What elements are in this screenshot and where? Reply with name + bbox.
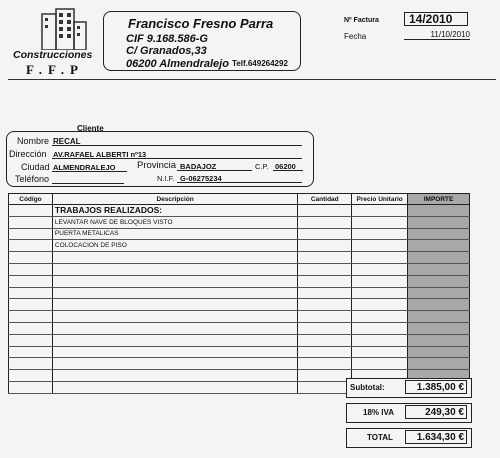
client-address: AV.RAFAEL ALBERTI nº13 [53,150,147,159]
invoice-items-table [8,193,470,394]
quantity-cell [298,228,352,240]
invoice-date: 11/10/2010 [404,30,470,40]
total-row [346,428,472,448]
unit-price-cell [352,322,408,334]
quantity-cell [298,322,352,334]
client-city-label: Ciudad [21,162,50,172]
description-cell: LEVANTAR NAVE DE BLOQUES VISTO [52,216,297,228]
table-row [9,299,470,311]
amount-cell [408,311,470,323]
client-nif: G-06275234 [180,174,222,183]
table-row [9,358,470,370]
quantity-cell [298,358,352,370]
code-cell [9,287,53,299]
quantity-cell [298,346,352,358]
header-quantity: Cantidad [298,194,352,205]
code-cell [9,275,53,287]
amount-cell [408,275,470,287]
company-city: 06200 Almendralejo [126,58,229,70]
unit-price-cell [352,346,408,358]
description-cell: COLOCACION DE PISO [52,240,297,252]
table-row [9,346,470,358]
unit-price-cell [352,252,408,264]
unit-price-cell [352,275,408,287]
description-cell [52,287,297,299]
description-cell [52,263,297,275]
table-row [9,240,470,252]
description-cell [52,370,297,382]
code-cell [9,252,53,264]
company-phone: Telf.649264292 [232,59,288,68]
amount-cell [408,334,470,346]
code-cell [9,334,53,346]
description-cell [52,252,297,264]
description-cell: TRABAJOS REALIZADOS: [52,205,297,217]
header-divider [8,79,496,80]
quantity-cell [298,334,352,346]
logo-initials: F.F.P [26,62,84,77]
quantity-cell [298,287,352,299]
unit-price-cell [352,358,408,370]
table-row [9,334,470,346]
client-name-line [52,145,302,146]
client-province-label: Provincia [137,160,177,171]
quantity-cell [298,205,352,217]
total-value: 1.634,30 € [405,430,467,444]
description-cell [52,346,297,358]
quantity-cell [298,311,352,323]
iva-label: 18% IVA [363,408,394,417]
unit-price-cell [352,240,408,252]
table-row [9,228,470,240]
code-cell [9,370,53,382]
unit-price-cell [352,205,408,217]
table-row [9,287,470,299]
header-code: Código [9,194,53,205]
description-cell [52,358,297,370]
code-cell [9,311,53,323]
quantity-cell [298,299,352,311]
unit-price-cell [352,216,408,228]
table-row [9,263,470,275]
table-row [9,311,470,323]
header-amount: IMPORTE [408,194,470,205]
client-info-box [6,131,314,187]
company-logo-icon [38,8,90,50]
invoice-number-label: Nº Factura [344,17,379,24]
description-cell [52,381,297,393]
description-cell: PUERTA METALICAS [52,228,297,240]
client-address-label: Dirección [9,149,47,159]
code-cell [9,358,53,370]
quantity-cell [298,240,352,252]
company-name: Francisco Fresno Parra [128,16,274,31]
amount-cell [408,287,470,299]
description-cell [52,299,297,311]
description-cell [52,311,297,323]
quantity-cell [298,216,352,228]
subtotal-row [346,378,472,398]
table-header-row [9,194,470,205]
iva-value: 249,30 € [405,405,467,419]
unit-price-cell [352,311,408,323]
quantity-cell [298,252,352,264]
amount-cell [408,299,470,311]
client-section-title: Cliente [77,124,104,133]
quantity-cell [298,381,352,393]
amount-cell [408,358,470,370]
header-description: Descripción [52,194,297,205]
code-cell [9,381,53,393]
client-nif-label: N.I.F. [157,174,175,183]
quantity-cell [298,275,352,287]
client-name: RECAL [53,137,81,146]
client-phone-label: Teléfono [15,174,50,184]
header-unit-price: Precio Unitario [352,194,408,205]
company-address: C/ Granados,33 [126,45,207,57]
table-row [9,205,470,217]
client-province: BADAJOZ [180,162,217,171]
table-row [9,275,470,287]
client-phone-line [52,183,124,184]
amount-cell [408,252,470,264]
unit-price-cell [352,287,408,299]
total-label: TOTAL [367,433,393,442]
client-city: ALMENDRALEJO [53,163,116,172]
table-row [9,322,470,334]
amount-cell [408,263,470,275]
invoice-date-label: Fecha [344,32,367,41]
client-cp-label: C.P. [255,162,269,171]
table-row [9,216,470,228]
amount-cell [408,346,470,358]
code-cell [9,263,53,275]
company-cif: CIF 9.168.586-G [126,33,208,45]
company-info-box [103,11,301,71]
code-cell [9,299,53,311]
unit-price-cell [352,299,408,311]
unit-price-cell [352,334,408,346]
description-cell [52,322,297,334]
invoice-number: 14/2010 [404,12,468,26]
logo-wordmark: Construcciones [13,49,93,61]
subtotal-value: 1.385,00 € [405,380,467,394]
description-cell [52,334,297,346]
amount-cell [408,205,470,217]
table-row [9,252,470,264]
code-cell [9,205,53,217]
client-cp: 06200 [275,162,296,171]
amount-cell [408,240,470,252]
quantity-cell [298,370,352,382]
amount-cell [408,322,470,334]
code-cell [9,216,53,228]
code-cell [9,322,53,334]
code-cell [9,228,53,240]
description-cell [52,275,297,287]
amount-cell [408,216,470,228]
quantity-cell [298,263,352,275]
code-cell [9,346,53,358]
code-cell [9,240,53,252]
subtotal-label: Subtotal: [350,383,385,392]
iva-row [346,403,472,423]
unit-price-cell [352,228,408,240]
amount-cell [408,228,470,240]
unit-price-cell [352,263,408,275]
client-name-label: Nombre [17,136,50,146]
